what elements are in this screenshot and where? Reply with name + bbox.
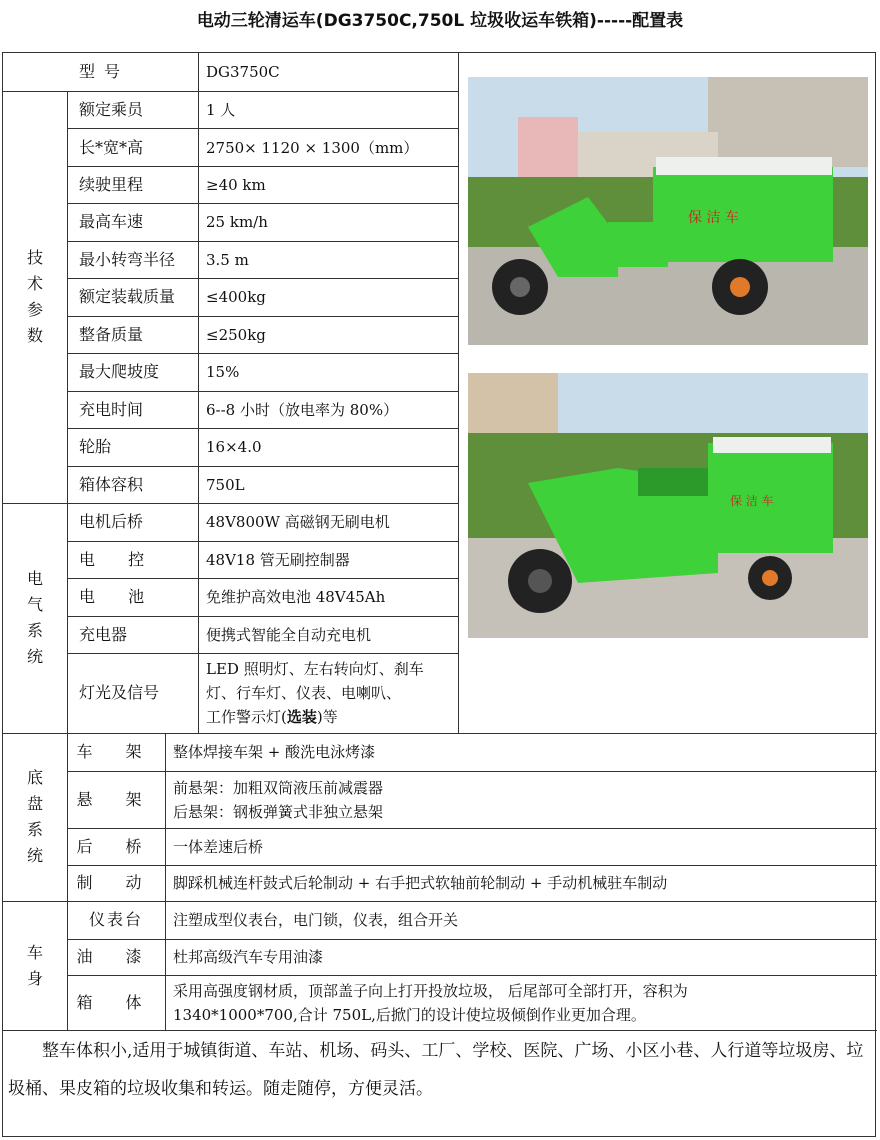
electric-label-battery: 电 池 bbox=[79, 587, 159, 606]
tech-value-turning: 3.5 m bbox=[206, 250, 249, 269]
electric-label-controller: 电 控 bbox=[79, 549, 159, 569]
vehicle-photo-angle bbox=[468, 373, 868, 638]
tech-value-charge-time: 6--8 小时（放电率为 80%） bbox=[206, 400, 399, 419]
tech-label-charge-time: 充电时间 bbox=[79, 399, 144, 419]
body-label-box: 箱 体 bbox=[76, 992, 156, 1012]
suspension-front: 前悬架：加粗双筒液压前减震器 bbox=[173, 778, 384, 797]
electric-label-lights: 灯光及信号 bbox=[79, 683, 160, 702]
tech-label-dimensions: 长*宽*高 bbox=[79, 137, 144, 157]
body-label-paint: 油 漆 bbox=[76, 947, 156, 966]
model-value: DG3750C bbox=[206, 63, 280, 81]
electric-category: 电气系统 bbox=[26, 569, 43, 666]
chassis-value-axle: 一体差速后桥 bbox=[173, 837, 264, 856]
body-value-dash: 注塑成型仪表台，电门锁，仪表，组合开关 bbox=[173, 911, 459, 929]
tech-label-speed: 最高车速 bbox=[79, 212, 144, 231]
truck-label-1: 保 洁 车 bbox=[688, 210, 739, 226]
electric-value-charger: 便携式智能全自动充电机 bbox=[206, 625, 372, 644]
lights-line-1: LED 照明灯、左右转向灯、刹车 bbox=[206, 660, 424, 678]
chassis-label-axle: 后 桥 bbox=[76, 836, 156, 856]
tech-label-seats: 额定乘员 bbox=[79, 100, 144, 119]
optional-tag: 选装 bbox=[286, 708, 317, 726]
chassis-label-brake: 制 动 bbox=[76, 873, 156, 892]
tech-value-grade: 15% bbox=[206, 363, 240, 381]
truck-label-2: 保 洁 车 bbox=[730, 494, 774, 508]
electric-label-motor: 电机后桥 bbox=[79, 512, 144, 531]
chassis-value-suspension bbox=[167, 771, 867, 828]
lights-line-3: 工作警示灯(选装)等 bbox=[206, 708, 338, 726]
tech-value-seats: 1 人 bbox=[206, 101, 236, 119]
box-line-2: 1340*1000*700,合计 750L,后掀门的设计使垃圾倾倒作业更加合理。 bbox=[173, 1005, 646, 1024]
body-category: 车身 bbox=[26, 942, 43, 988]
electric-value-battery: 免维护高效电池 48V45Ah bbox=[206, 588, 386, 606]
tech-label-volume: 箱体容积 bbox=[79, 474, 144, 494]
tech-label-load: 额定装载质量 bbox=[79, 287, 176, 306]
tech-value-range: ≥40 km bbox=[206, 175, 266, 194]
tech-category: 技术参数 bbox=[26, 248, 43, 345]
summary-text: 整车体积小,适用于城镇街道、车站、机场、码头、工厂、学校、医院、广场、小区小巷、人行道等垃圾房、垃圾桶、果皮箱的垃圾收集和转运。随走随停，方便灵活。 bbox=[8, 1041, 864, 1099]
tech-value-curb-weight: ≤250kg bbox=[206, 325, 266, 344]
tech-value-load: ≤400kg bbox=[206, 288, 266, 306]
tech-label-turning: 最小转弯半径 bbox=[79, 249, 176, 269]
body-value-box bbox=[167, 975, 867, 1030]
chassis-category: 底盘系统 bbox=[26, 768, 43, 865]
electric-value-motor: 48V800W 高磁钢无刷电机 bbox=[206, 513, 390, 531]
chassis-label-suspension: 悬 架 bbox=[76, 789, 156, 809]
model-label: 型 号 bbox=[78, 62, 123, 81]
tech-value-volume: 750L bbox=[206, 475, 245, 494]
chassis-value-brake: 脚踩机械连杆鼓式后轮制动 + 右手把式软轴前轮制动 + 手动机械驻车制动 bbox=[173, 874, 668, 892]
tech-label-tire: 轮胎 bbox=[79, 437, 112, 456]
body-label-dash: 仪表台 bbox=[88, 910, 143, 929]
tech-label-curb-weight: 整备质量 bbox=[79, 324, 144, 344]
box-line-1: 采用高强度钢材质，顶部盖子向上打开投放垃圾， 后尾部可全部打开，容积为 bbox=[173, 981, 688, 1000]
chassis-value-frame: 整体焊接车架 + 酸洗电泳烤漆 bbox=[173, 743, 376, 761]
electric-label-charger: 充电器 bbox=[79, 624, 128, 644]
tech-value-speed: 25 km/h bbox=[206, 213, 268, 231]
tech-label-grade: 最大爬坡度 bbox=[79, 362, 160, 381]
tech-value-tire: 16×4.0 bbox=[206, 438, 262, 456]
tech-value-dimensions: 2750× 1120 × 1300（mm） bbox=[206, 138, 419, 157]
lights-line-2: 灯、行车灯、仪表、电喇叭、 bbox=[206, 684, 402, 702]
body-value-paint: 杜邦高级汽车专用油漆 bbox=[173, 948, 324, 966]
chassis-label-frame: 车 架 bbox=[76, 742, 156, 761]
vehicle-photo-side bbox=[468, 77, 868, 345]
electric-value-controller: 48V18 管无刷控制器 bbox=[206, 550, 350, 569]
page-title: 电动三轮清运车(DG3750C,750L 垃圾收运车铁箱)-----配置表 bbox=[196, 11, 684, 31]
tech-label-range: 续驶里程 bbox=[79, 174, 144, 194]
electric-value-lights bbox=[200, 653, 458, 733]
config-table bbox=[2, 52, 876, 1137]
suspension-rear: 后悬架：钢板弹簧式非独立悬架 bbox=[173, 802, 384, 821]
